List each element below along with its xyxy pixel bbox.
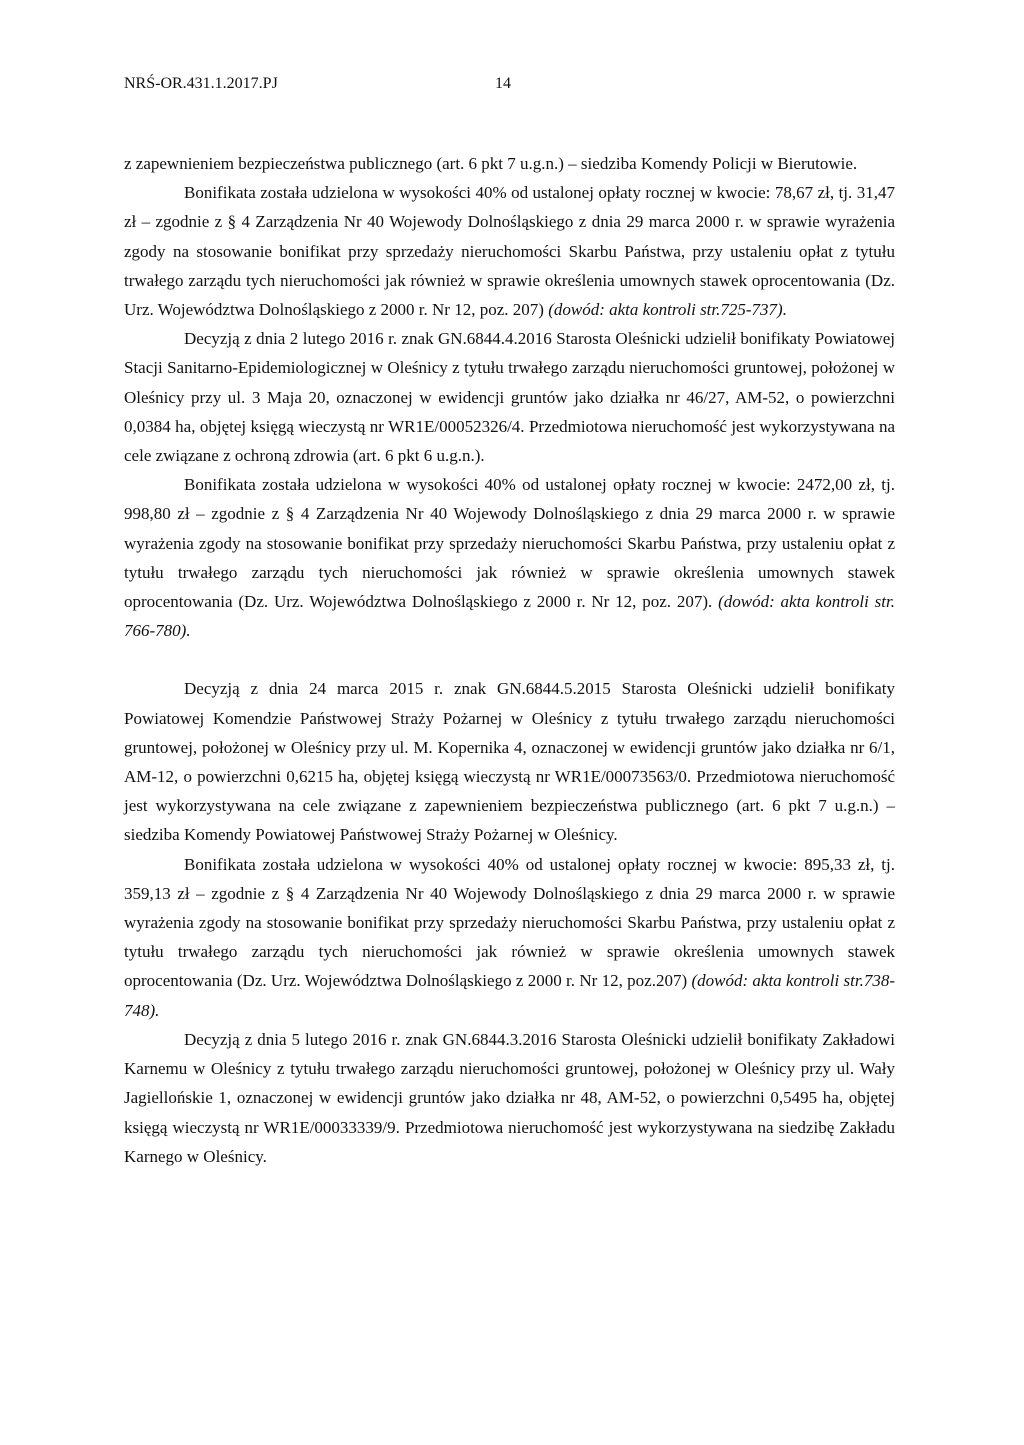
document-reference: NRŚ-OR.431.1.2017.PJ — [124, 75, 278, 92]
evidence-reference: (dowód: akta kontroli str. 766-780). — [124, 592, 895, 641]
paragraph-text: Bonifikata została udzielona w wysokości 40% od ustalonej opłaty rocznej w kwocie: 78,67 zł, tj. 31,47 zł – zgodnie z § 4 Zarządzenia Nr 40 Wojewody Dolnośląskiego z dnia 29 marca 2000 r. w sprawie wyrażenia zgody na stosowanie bonifikat przy sprzedaży nieruchomości Skarbu Państwa, przy ustaleniu opłat z tytułu trwałego zarządu tych nieruchomości jak również w sprawie określenia umownych stawek oprocentowania (Dz. Urz. Województwa Dolnośląskiego z 2000 r. Nr 12, poz. 207) — [124, 183, 895, 320]
paragraph-bonifikata-bierutow — [124, 178, 895, 324]
document-body — [124, 149, 895, 1171]
paragraph-bonifikata-sanepid — [124, 470, 895, 645]
paragraph-text: Decyzją z dnia 5 lutego 2016 r. znak GN.6844.3.2016 Starosta Oleśnicki udzielił bonifikaty Zakładowi Karnemu w Oleśnicy z tytułu trwałego zarządu nieruchomości gruntowej, położonej w Oleśnicy przy ul. Wały Jagiellońskie 1, oznaczonej w ewidencji gruntów jako działka nr 48, AM-52, o powierzchni 0,5495 ha, objętej księgą wieczystą nr WR1E/00033339/9. Przedmiotowa nieruchomość jest wykorzystywana na siedzibę Zakładu Karnego w Oleśnicy. — [124, 1029, 895, 1166]
paragraph-text: z zapewnieniem bezpieczeństwa publicznego (art. 6 pkt 7 u.g.n.) – siedziba Komendy Policji w Bierutowie. — [124, 154, 858, 173]
paragraph-text: Decyzją z dnia 2 lutego 2016 r. znak GN.6844.4.2016 Starosta Oleśnicki udzielił bonifikaty Powiatowej Stacji Sanitarno-Epidemiologicznej w Oleśnicy z tytułu trwałego zarządu nieruchomości gruntowej, położonej w Oleśnicy przy ul. 3 Maja 20, oznaczonej w ewidencji gruntów jako działka nr 46/27, AM-52, o powierzchni 0,0384 ha, objętej księgą wieczystą nr WR1E/00052326/4. Przedmiotowa nieruchomość jest wykorzystywana na cele związane z ochroną zdrowia (art. 6 pkt 6 u.g.n.). — [124, 329, 895, 466]
paragraph-text: Bonifikata została udzielona w wysokości 40% od ustalonej opłaty rocznej w kwocie: 895,33 zł, tj. 359,13 zł – zgodnie z § 4 Zarządzenia Nr 40 Wojewody Dolnośląskiego z dnia 29 marca 2000 r. w sprawie wyrażenia zgody na stosowanie bonifikat przy sprzedaży nieruchomości Skarbu Państwa, przy ustaleniu opłat z tytułu trwałego zarządu tych nieruchomości jak również w sprawie określenia umownych stawek oprocentowania (Dz. Urz. Województwa Dolnośląskiego z 2000 r. Nr 12, poz.207) — [124, 854, 895, 991]
paragraph-decision-psp — [124, 674, 895, 849]
paragraph-text: Bonifikata została udzielona w wysokości 40% od ustalonej opłaty rocznej w kwocie: 2472,00 zł, tj. 998,80 zł – zgodnie z § 4 Zarządzenia Nr 40 Wojewody Dolnośląskiego z dnia 29 marca 2000 r. w sprawie wyrażenia zgody na stosowanie bonifikat przy sprzedaży nieruchomości Skarbu Państwa, przy ustaleniu opłat z tytułu trwałego zarządu tych nieruchomości jak również w sprawie określenia umownych stawek oprocentowania (Dz. Urz. Województwa Dolnośląskiego z 2000 r. Nr 12, poz. 207). — [124, 475, 895, 612]
paragraph-decision-zaklad-karny — [124, 1025, 895, 1171]
page-number: 14 — [495, 75, 511, 92]
evidence-reference: (dowód: akta kontroli str.725-737). — [548, 300, 787, 320]
paragraph-bonifikata-psp — [124, 850, 895, 1025]
paragraph-continuation — [124, 149, 895, 178]
paragraph-text: Decyzją z dnia 24 marca 2015 r. znak GN.6844.5.2015 Starosta Oleśnicki udzielił bonifikaty Powiatowej Komendzie Państwowej Straży Pożarnej w Oleśnicy z tytułu trwałego zarządu nieruchomości gruntowej, położonej w Oleśnicy przy ul. M. Kopernika 4, oznaczonej w ewidencji gruntów jako działka nr 6/1, AM-12, o powierzchni 0,6215 ha, objętej księgą wieczystą nr WR1E/00073563/0. Przedmiotowa nieruchomość jest wykorzystywana na cele związane z zapewnieniem bezpieczeństwa publicznego (art. 6 pkt 7 u.g.n.) – siedziba Komendy Powiatowej Państwowej Straży Pożarnej w Oleśnicy. — [124, 679, 895, 845]
paragraph-decision-sanepid — [124, 324, 895, 470]
evidence-reference: (dowód: akta kontroli str.738-748). — [124, 971, 895, 1020]
